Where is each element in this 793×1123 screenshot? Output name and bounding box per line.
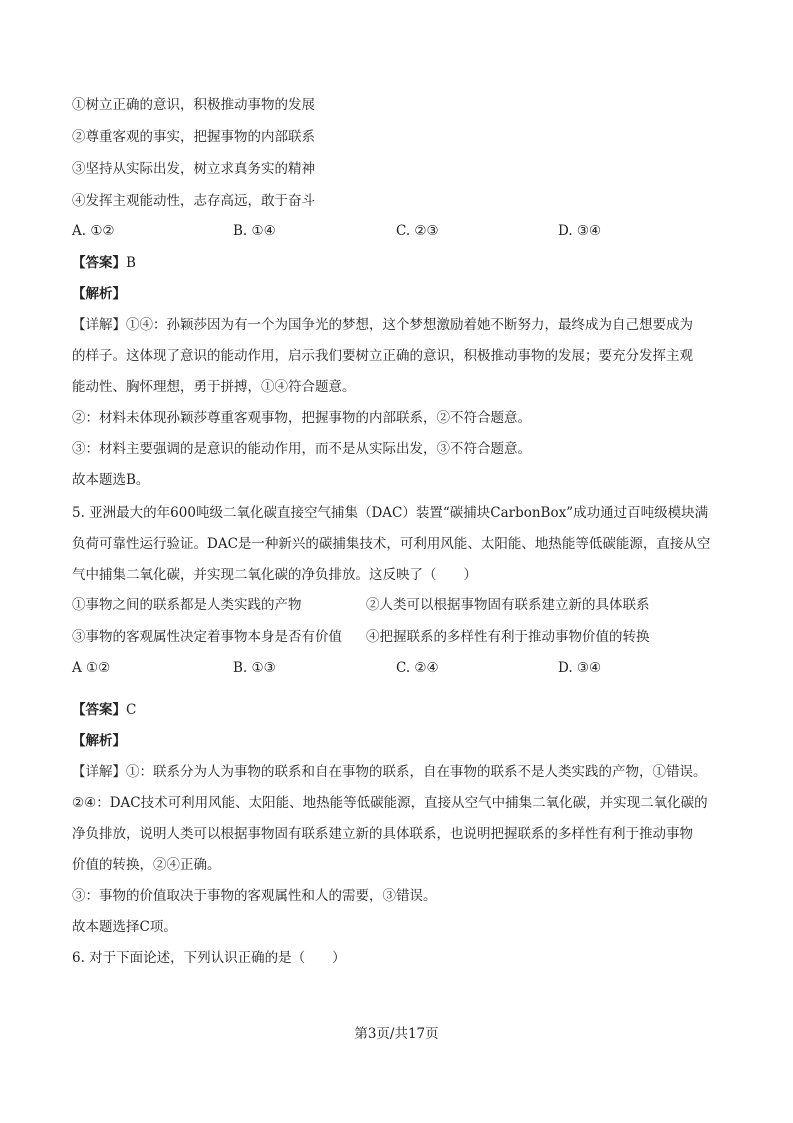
q5-stem-1: 5. 亚洲最大的年600吨级二氧化碳直接空气捕集（DAC）装置“碳捕块CarbonBox”成功通过百吨级模块满 [72,505,709,521]
q5-statement-4: ④把握联系的多样性有利于推动事物价值的转换 [366,629,650,645]
q4-option-c: C. ②③ [396,223,439,239]
q4-detail-1: 【详解】①④：孙颖莎因为有一个为国争光的梦想，这个梦想激励着她不断努力，最终成为自己想要成为 [72,317,693,333]
q4-detail-6: 故本题选B。 [72,472,150,488]
q5-option-d: D. ③④ [558,660,602,676]
q4-statement-3: ③坚持从实际出发，树立求真务实的精神 [72,161,315,177]
q4-statement-2: ②尊重客观的事实，把握事物的内部联系 [72,129,315,145]
q5-detail-5: ③：事物的价值取决于事物的客观属性和人的需要，③错误。 [72,888,437,904]
q4-answer [72,253,136,273]
q5-option-b: B. ①③ [233,660,276,676]
q5-detail-3: 净负排放，说明人类可以根据事物固有联系建立新的具体联系，也说明把握联系的多样性有利于推动事物 [72,826,693,842]
q4-detail-3: 能动性、胸怀理想，勇于拼搏，①④符合题意。 [72,379,356,395]
q5-option-a: A ①② [72,660,111,676]
q5-detail-4: 价值的转换，②④正确。 [72,857,221,873]
q5-stem-2: 负荷可靠性运行验证。DAC是一种新兴的碳捕集技术，可利用风能、太阳能、地热能等低碳能源，直接从空 [72,536,711,552]
q5-detail-1: 【详解】①：联系分为人为事物的联系和自在事物的联系，自在事物的联系不是人类实践的产物，①错误。 [72,764,707,780]
q4-statement-4: ④发挥主观能动性，志存高远，敢于奋斗 [72,193,315,209]
q5-statement-3: ③事物的客观属性决定着事物本身是否有价值 [72,629,342,645]
q5-statement-2: ②人类可以根据事物固有联系建立新的具体联系 [366,597,650,613]
q4-analysis-label: 【解析】 [72,286,126,302]
q4-answer-value: B [126,255,136,271]
page-number: 第3页/共17页 [354,1026,439,1042]
q5-answer-value: C [126,702,137,718]
q4-option-b: B. ①④ [233,223,276,239]
q4-detail-2: 的样子。这体现了意识的能动作用，启示我们要树立正确的意识，积极推动事物的发展；要充分发挥主观 [72,348,693,364]
q4-statement-1: ①树立正确的意识，积极推动事物的发展 [72,97,315,113]
q5-analysis-label: 【解析】 [72,733,126,749]
q6-stem: 6. 对于下面论述，下列认识正确的是（ ） [72,950,346,966]
q4-answer-label: 【答案】 [72,255,126,271]
q5-statement-1: ①事物之间的联系都是人类实践的产物 [72,597,302,613]
q4-option-d: D. ③④ [558,223,602,239]
q5-detail-2: ②④：DAC技术可利用风能、太阳能、地热能等低碳能源，直接从空气中捕集二氧化碳，并实现二氧化碳的 [72,795,708,811]
q5-option-c: C. ②④ [396,660,439,676]
q5-answer-label: 【答案】 [72,702,126,718]
q5-detail-6: 故本题选择C项。 [72,919,177,935]
q4-detail-5: ③：材料主要强调的是意识的能动作用，而不是从实际出发，③不符合题意。 [72,441,531,457]
q5-stem-3: 气中捕集二氧化碳，并实现二氧化碳的净负排放。这反映了（ ） [72,567,477,583]
q4-option-a: A. ①② [72,223,115,239]
q4-detail-4: ②：材料未体现孙颖莎尊重客观事物，把握事物的内部联系，②不符合题意。 [72,410,531,426]
q5-answer [72,700,136,720]
